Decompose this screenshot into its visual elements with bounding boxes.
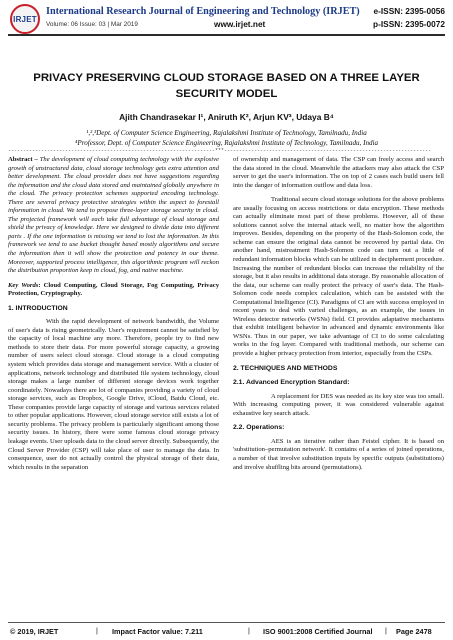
operations-paragraph: AES is an iterative rather than Feistel cipher. It is based on 'substitution–permutation network'. It contains of a series of joined operations, a number of that involve substitution inputs by specific outputs (substitutions) and involve shuffling bits around (permutations). (233, 437, 444, 471)
aes-paragraph: A replacement for DES was needed as its key size was too small. With increasing computing power, it was considered vulnerable against exhaustive key search attack. (233, 392, 444, 417)
journal-title: International Research Journal of Engineering and Technology (IRJET) (46, 6, 360, 17)
keywords (8, 282, 219, 299)
traditional-solutions-paragraph: Traditional secure cloud storage solutions for the above problems are usually focusing on access restrictions or data encryption. These methods can actually eliminate most part of these problems. However, all of these solutions cannot solve the internal attack well, no matter how the algorithm improves. Besides, depending on the property of the Hash-Solomon code, the scheme can ensure the original data cannot be recovered by partial data. On another hand, mistreatment Hash-Solomon code can turn out a little of redundant information blocks which can be utilized in decipherment procedure. Increasing the number of redundant blocks can increase the reliability of the storage, but it also results in additional data storage. By reasonable allocation of the data, our scheme can really protect the privacy of user's data. The Hash-Solomon code needs complex calculation, which can be assisted with the Computational Intelligence (CI). Paradigms of CI are with success employed in recent years to deal with varied challenges, as an example, the issues in Wireless detector networks (WSNs) field. CI provides adaptative mechanisms that exhibit intelligent behavior in advanced and dynamic environments like WSNs. Thus in our paper, we take advantage of CI to do some calculating works in the fog layer. Compared with traditional methods, our scheme can provide a higher privacy protection from interior, especially from the CSPs. (233, 196, 444, 358)
aes-heading: 2.1. Advanced Encryption Standard: (233, 379, 350, 387)
footer-separator: | (96, 626, 98, 635)
keywords-label: Key Words (8, 281, 39, 289)
p-issn: p-ISSN: 2395-0072 (373, 19, 445, 29)
footer-page-number: Page 2478 (396, 627, 432, 636)
intro-heading: 1. INTRODUCTION (8, 304, 68, 312)
keywords-text: : Cloud Computing, Cloud Storage, Fog Computing, Privacy Protection, Cryptography. (8, 281, 219, 298)
footer-impact-factor: Impact Factor value: 7.211 (112, 627, 203, 636)
journal-header (0, 0, 453, 38)
techniques-heading: 2. TECHNIQUES AND METHODS (233, 364, 338, 372)
abstract-label: Abstract – (8, 156, 38, 163)
left-column (8, 156, 219, 478)
affiliation-professor: ⁴Professor, Dept. of Computer Science Engineering, Rajalakshmi Institute of Technology, Tamilnadu, India (74, 139, 379, 147)
footer-copyright: © 2019, IRJET (10, 627, 59, 636)
e-issn: e-ISSN: 2395-0056 (373, 6, 445, 16)
intro-paragraph: With the rapid development of network bandwidth, the Volume of user's data is rising geometrically. User's requirement cannot be satisfied by the capacity of local machine any more. Therefore, people try to find new methods to store their data. For more powerful storage capacity, a growing number of users select cloud storage. Cloud storage is a cloud computing system which provides data storage and management service. With a cluster of applications, network technology and distributed file system technology, cloud storage makes a large number of different storage devices work together coordinately. Nowadays there are lot of companies providing a variety of cloud storage services, such as Dropbox, Google Drive, iCloud, Baidu Cloud, etc. These companies provide large capacity of storage and various services related to other popular applications. However, cloud storage service still exists a lot of security problems. The privacy problem is particularly significant among those security issues. In history, there were some famous cloud storage privacy leakage events. User uploads data to the cloud server directly. Subsequently, the Cloud Server Provider (CSP) will take place of user to manage the data. In consequence, user do not actually control the physical storage of their data, which results in the separation (8, 318, 219, 471)
footer-separator: | (248, 626, 250, 635)
abstract (8, 156, 219, 276)
abstract-text: The development of cloud computing technology with the explosive growth of unstructured data, cloud storage technology gets extra attention and better development. The cloud provider does not have suggestions regarding the information and the cloud data stored and maintained globally anywhere in the cloud. The privacy protection schemes supported encoding technology. There are several privacy protective strategies within the aspect to forestall information in cloud. We tend to propose three-layer storage security in cloud. The projected framework will each take full advantage of cloud storage and shield the privacy of knowledge. Here we designed to divide data into different parts . If the one information is missing we tend to lost the information. In this framework we tend to use bucket thought based mostly algorithms and secure the information then it will show the protection and potency in our theme. Moreover, supported process intelligence, this algorithmic program will reckon the distribution proportion keep in cloud, fog, and native machine. (8, 156, 219, 275)
volume-issue: Volume: 06 Issue: 03 | Mar 2019 (46, 21, 138, 28)
journal-website: www.irjet.net (214, 19, 266, 29)
affiliation-students: ¹,²,³Dept. of Computer Science Engineering, Rajalakshmi Institute of Technology, Tamilnadu, India (86, 129, 367, 137)
header-rule (8, 34, 445, 36)
section-divider: ---------------------------------------------------------------------***--------------------------------------------------------------------- (8, 148, 432, 154)
footer-separator: | (385, 626, 387, 635)
irjet-logo (10, 4, 40, 34)
right-column (233, 156, 444, 478)
ownership-paragraph: of ownership and management of data. The CSP can freely access and search the data stored in the cloud. Meanwhile the attackers may also attack the CSP server to get the user's information. The on top of 2 cases each build users fell into the danger of information outflow and data loss. (233, 156, 444, 189)
paper-authors: Ajith Chandrasekar I¹, Aniruth K², Arjun KV³, Udaya B⁴ (119, 112, 334, 122)
operations-heading: 2.2. Operations: (233, 424, 285, 432)
paper-title: PRIVACY PRESERVING CLOUD STORAGE BASED ON A THREE LAYER SECURITY MODEL (33, 72, 420, 100)
footer-iso: ISO 9001:2008 Certified Journal (263, 627, 373, 636)
footer-rule (8, 622, 445, 623)
logo-text: IRJET (13, 14, 37, 24)
